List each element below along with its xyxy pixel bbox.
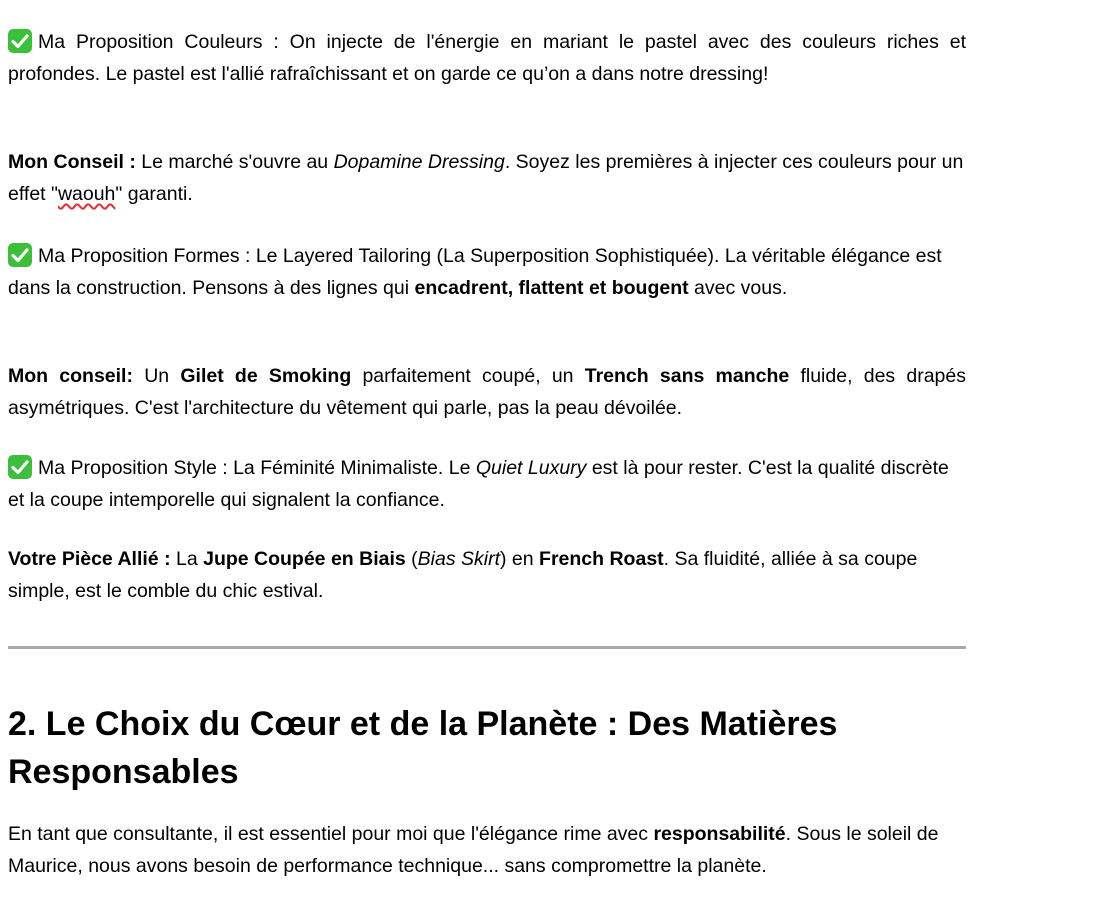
text-run: avec vous. [688,277,788,299]
quiet-luxury-emphasis: Quiet Luxury [475,457,587,479]
check-mark-icon [8,29,32,53]
misspelled-word[interactable]: waouh [57,183,116,205]
text-run: La [170,548,204,570]
paragraph-conseil-couleurs [8,146,966,210]
conseil-label: Mon Conseil : [8,151,136,173]
text-run: Un [132,365,181,387]
text-run: ( [405,548,418,570]
dopamine-dressing-emphasis: Dopamine Dressing [333,151,505,173]
bold-phrase: Gilet de Smoking [180,365,352,387]
paragraph-proposition-style [8,452,966,516]
text-run: " garanti. [115,183,193,205]
text-run: est là pour rester. C'est la qualité discrète et la coupe intemporelle qui signalent la confiance. [8,457,949,511]
text-run: . Sa fluidité, alliée à sa coupe simple, est le comble du chic estival. [8,548,918,602]
text-run: parfaitement coupé, un [351,365,585,387]
paragraph-piece-allie [8,543,966,607]
text-run: En tant que consultante, il est essentiel pour moi que l'élégance rime avec [8,823,654,845]
check-mark-icon [8,243,32,267]
proposition-couleurs-text: Ma Proposition Couleurs : On injecte de l'énergie en mariant le pastel avec des couleurs riches et profondes. Le pastel est l'allié rafraîchissant et on garde ce qu’on a dans notre dressing! [8,31,966,85]
text-run: Ma Proposition Style : La Féminité Minimaliste. Le [38,457,476,479]
text-run: fluide, des drapés asymétriques. C'est l'architecture du vêtement qui parle, pas la peau dévoilée. [8,365,966,419]
text-run: ) en [500,548,540,570]
horizontal-divider [8,646,966,649]
paragraph-conseil-formes [8,360,966,424]
text-run: . Soyez les premières à injecter ces couleurs pour un effet " [8,151,964,205]
section-heading: 2. Le Choix du Cœur et de la Planète : Des Matières Responsables [8,705,838,791]
bias-skirt-emphasis: Bias Skirt [417,548,501,570]
paragraph-proposition-couleurs [8,26,966,90]
text-run: Ma Proposition Formes : Le Layered Tailoring (La Superposition Sophistiquée). La véritable élégance est dans la construction. Pensons à des lignes qui [8,245,942,299]
paragraph-proposition-formes [8,240,966,304]
piece-allie-label: Votre Pièce Allié : [8,548,171,570]
check-mark-icon [8,455,32,479]
bold-phrase: encadrent, flattent et bougent [414,277,689,299]
bold-phrase: Jupe Coupée en Biais [203,548,406,570]
bold-phrase: Trench sans manche [584,365,790,387]
text-run: . Sous le soleil de Maurice, nous avons besoin de performance technique... sans compromettre la planète. [8,823,939,877]
bold-phrase: French Roast [539,548,664,570]
conseil-label: Mon conseil: [8,365,133,387]
text-run: Le marché s'ouvre au [135,151,334,173]
bold-phrase: responsabilité [653,823,786,845]
paragraph-section2-intro [8,818,966,882]
